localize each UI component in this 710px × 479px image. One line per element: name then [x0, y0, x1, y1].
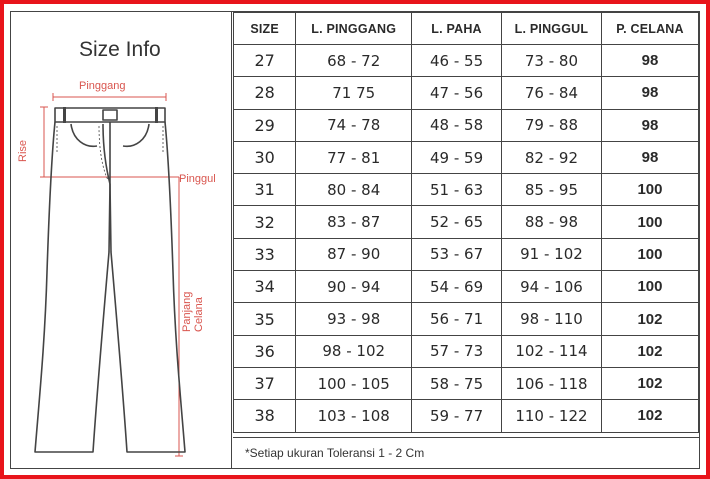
cell-size: 27: [234, 45, 296, 77]
header-pinggang: L. PINGGANG: [296, 13, 412, 45]
table-row: [234, 174, 699, 206]
table-row: [234, 206, 699, 238]
panjang-celana-label: Panjang Celana: [181, 291, 205, 332]
cell-celana: 98: [601, 109, 698, 141]
cell-paha: 47 - 56: [412, 77, 502, 109]
table-row: [234, 45, 699, 77]
size-info-title: Size Info: [79, 38, 161, 61]
pinggul-label: Pinggul: [179, 173, 216, 185]
cell-celana: 98: [601, 77, 698, 109]
header-paha: L. PAHA: [412, 13, 502, 45]
cell-size: 30: [234, 141, 296, 173]
cell-pinggang: 80 - 84: [296, 174, 412, 206]
cell-size: 37: [234, 367, 296, 399]
cell-celana: 102: [601, 303, 698, 335]
cell-celana: 100: [601, 174, 698, 206]
cell-paha: 54 - 69: [412, 271, 502, 303]
cell-pinggul: 94 - 106: [501, 271, 601, 303]
cell-celana: 100: [601, 238, 698, 270]
cell-celana: 98: [601, 45, 698, 77]
cell-pinggang: 74 - 78: [296, 109, 412, 141]
cell-paha: 59 - 77: [412, 400, 502, 432]
cell-size: 32: [234, 206, 296, 238]
cell-paha: 57 - 73: [412, 335, 502, 367]
table-row: [234, 271, 699, 303]
size-table: [233, 12, 699, 433]
cell-paha: 56 - 71: [412, 303, 502, 335]
cell-size: 38: [234, 400, 296, 432]
cell-pinggul: 98 - 110: [501, 303, 601, 335]
cell-pinggul: 91 - 102: [501, 238, 601, 270]
table-row: [234, 141, 699, 173]
table-row: [234, 335, 699, 367]
cell-pinggul: 85 - 95: [501, 174, 601, 206]
cell-celana: 100: [601, 206, 698, 238]
cell-pinggul: 73 - 80: [501, 45, 601, 77]
cell-celana: 102: [601, 400, 698, 432]
cell-celana: 98: [601, 141, 698, 173]
cell-size: 34: [234, 271, 296, 303]
cell-pinggang: 90 - 94: [296, 271, 412, 303]
cell-paha: 52 - 65: [412, 206, 502, 238]
cell-pinggul: 79 - 88: [501, 109, 601, 141]
pinggang-label: Pinggang: [79, 80, 126, 92]
table-row: [234, 77, 699, 109]
table-row: [234, 238, 699, 270]
cell-paha: 58 - 75: [412, 367, 502, 399]
cell-pinggul: 106 - 118: [501, 367, 601, 399]
cell-pinggang: 103 - 108: [296, 400, 412, 432]
table-row: [234, 367, 699, 399]
cell-size: 31: [234, 174, 296, 206]
cell-paha: 48 - 58: [412, 109, 502, 141]
cell-celana: 102: [601, 367, 698, 399]
cell-pinggang: 87 - 90: [296, 238, 412, 270]
rise-label: Rise: [17, 139, 29, 162]
cell-pinggang: 83 - 87: [296, 206, 412, 238]
cell-pinggul: 102 - 114: [501, 335, 601, 367]
cell-pinggul: 88 - 98: [501, 206, 601, 238]
cell-size: 33: [234, 238, 296, 270]
cell-pinggang: 100 - 105: [296, 367, 412, 399]
table-row: [234, 303, 699, 335]
header-pinggul: L. PINGGUL: [501, 13, 601, 45]
header-size: SIZE: [234, 13, 296, 45]
size-chart: [10, 11, 700, 469]
header-celana: P. CELANA: [601, 13, 698, 45]
cell-size: 28: [234, 77, 296, 109]
cell-size: 36: [234, 335, 296, 367]
cell-paha: 46 - 55: [412, 45, 502, 77]
table-row: [234, 400, 699, 432]
tolerance-note: *Setiap ukuran Toleransi 1 - 2 Cm: [233, 437, 699, 468]
table-header-row: [234, 13, 699, 45]
table-row: [234, 109, 699, 141]
cell-pinggang: 71 75: [296, 77, 412, 109]
cell-celana: 102: [601, 335, 698, 367]
cell-size: 35: [234, 303, 296, 335]
cell-pinggul: 76 - 84: [501, 77, 601, 109]
cell-pinggul: 82 - 92: [501, 141, 601, 173]
cell-paha: 49 - 59: [412, 141, 502, 173]
cell-paha: 53 - 67: [412, 238, 502, 270]
size-info-panel: [11, 12, 232, 468]
cell-pinggang: 68 - 72: [296, 45, 412, 77]
cell-pinggang: 98 - 102: [296, 335, 412, 367]
cell-celana: 100: [601, 271, 698, 303]
cell-pinggul: 110 - 122: [501, 400, 601, 432]
cell-pinggang: 93 - 98: [296, 303, 412, 335]
cell-paha: 51 - 63: [412, 174, 502, 206]
cell-size: 29: [234, 109, 296, 141]
cell-pinggang: 77 - 81: [296, 141, 412, 173]
